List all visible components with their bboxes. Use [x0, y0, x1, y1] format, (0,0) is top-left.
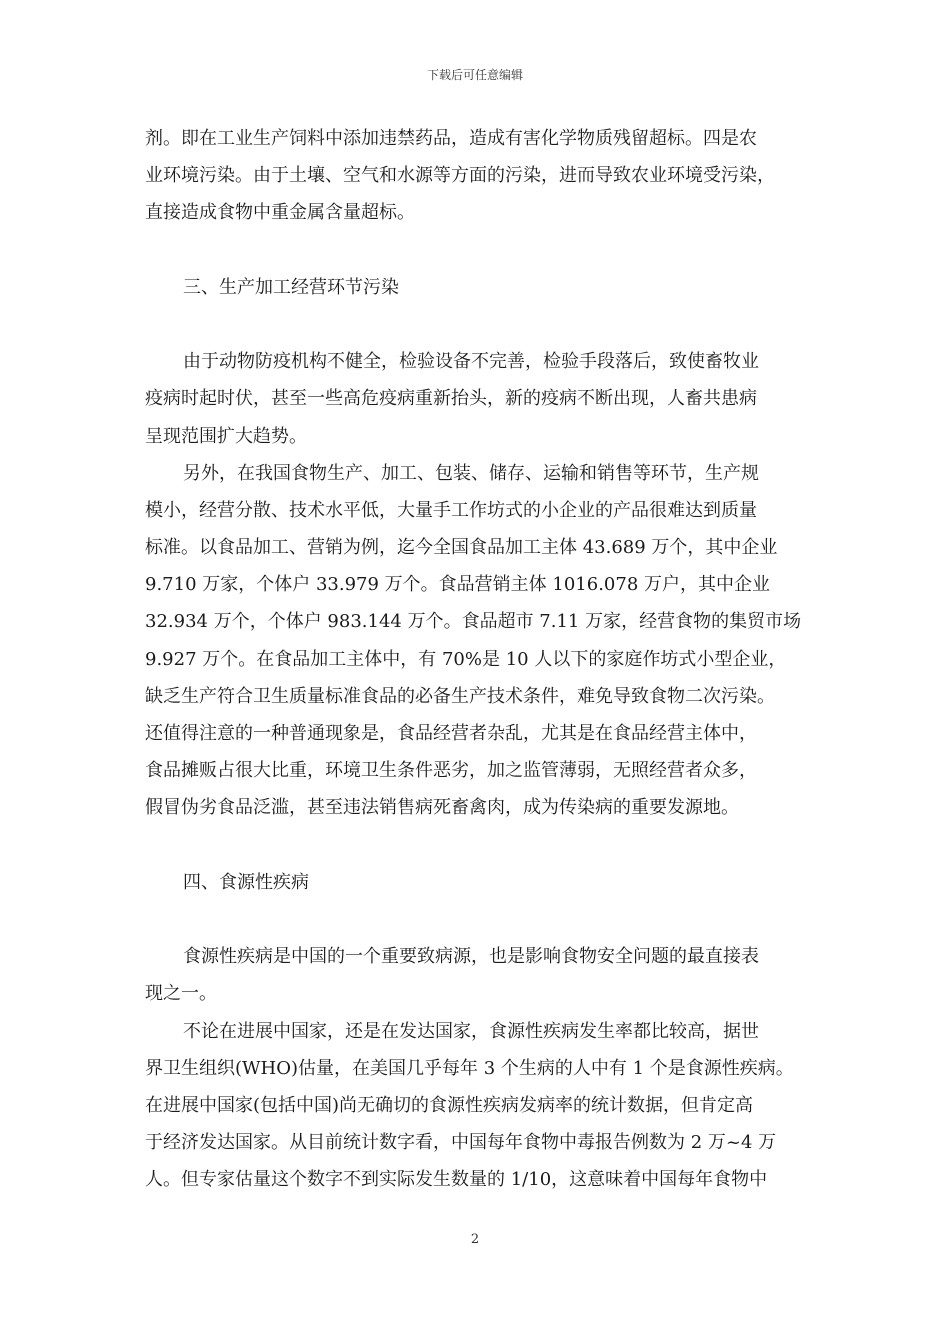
text-line: 界卫生组织(WHO)估量，在美国几乎每年 3 个生病的人中有 1 个是食源性疾病。: [145, 1057, 794, 1079]
text-line: 模小，经营分散、技术水平低，大量手工作坊式的小企业的产品很难达到质量: [145, 499, 757, 521]
text-line: 9.710 万家，个体户 33.979 万个。食品营销主体 1016.078 万户，其中企业: [145, 574, 771, 596]
page-header: 下载后可任意编辑: [426, 68, 523, 82]
text-line: 呈现范围扩大趋势。: [145, 425, 307, 447]
text-line: 食源性疾病是中国的一个重要致病源，也是影响食物安全问题的最直接表: [183, 946, 759, 968]
text-line: 剂。即在工业生产饲料中添加违禁药品，造成有害化学物质残留超标。四是农: [145, 128, 757, 149]
paragraph-3: [145, 455, 825, 827]
page-number: 2: [470, 1232, 480, 1247]
text-line: 32.934 万个，个体户 983.144 万个。食品超市 7.11 万家，经营食物的集贸市场: [145, 611, 802, 633]
text-line: 标准。以食品加工、营销为例，迄今全国食品加工主体 43.689 万个，其中企业: [145, 537, 778, 559]
paragraph-2: [145, 343, 825, 455]
text-line: 食品摊贩占很大比重，环境卫生条件恶劣，加之监管薄弱，无照经营者众多，: [145, 760, 757, 782]
text-line: 假冒伪劣食品泛滥，甚至违法销售病死畜禽肉，成为传染病的重要发源地。: [145, 797, 739, 819]
text-line: 疫病时起时伏，甚至一些高危疫病重新抬头，新的疫病不断出现，人畜共患病: [145, 388, 757, 410]
paragraph-1: [145, 120, 825, 232]
text-line: 还值得注意的一种普通现象是，食品经营者杂乱，尤其是在食品经营主体中，: [145, 723, 757, 744]
text-line: 现之一。: [145, 983, 217, 1005]
paragraph-4: [145, 938, 825, 1012]
paragraph-5: [145, 1013, 825, 1199]
text-line: 在进展中国家(包括中国)尚无确切的食源性疾病发病率的统计数据，但肯定高: [145, 1094, 754, 1116]
text-line: 9.927 万个。在食品加工主体中，有 70%是 10 人以下的家庭作坊式小型企业，: [145, 648, 787, 670]
document-body: [145, 120, 825, 1198]
section-heading-3: 三、生产加工经营环节污染: [183, 276, 399, 298]
text-line: 另外，在我国食物生产、加工、包装、储存、运输和销售等环节，生产规: [183, 462, 759, 484]
text-line: 于经济发达国家。从目前统计数字看，中国每年食物中毒报告例数为 2 万~4 万: [145, 1132, 777, 1154]
section-heading-4: 四、食源性疾病: [183, 871, 309, 893]
text-line: 不论在进展中国家，还是在发达国家，食源性疾病发生率都比较高，据世: [183, 1020, 759, 1042]
text-line: 人。但专家估量这个数字不到实际发生数量的 1/10，这意味着中国每年食物中: [145, 1169, 768, 1191]
text-line: 缺乏生产符合卫生质量标准食品的必备生产技术条件，难免导致食物二次污染。: [145, 685, 775, 707]
text-line: 由于动物防疫机构不健全，检验设备不完善，检验手段落后，致使畜牧业: [183, 351, 759, 373]
text-line: 业环境污染。由于土壤、空气和水源等方面的污染，进而导致农业环境受污染，: [145, 165, 775, 187]
text-line: 直接造成食物中重金属含量超标。: [145, 202, 415, 224]
